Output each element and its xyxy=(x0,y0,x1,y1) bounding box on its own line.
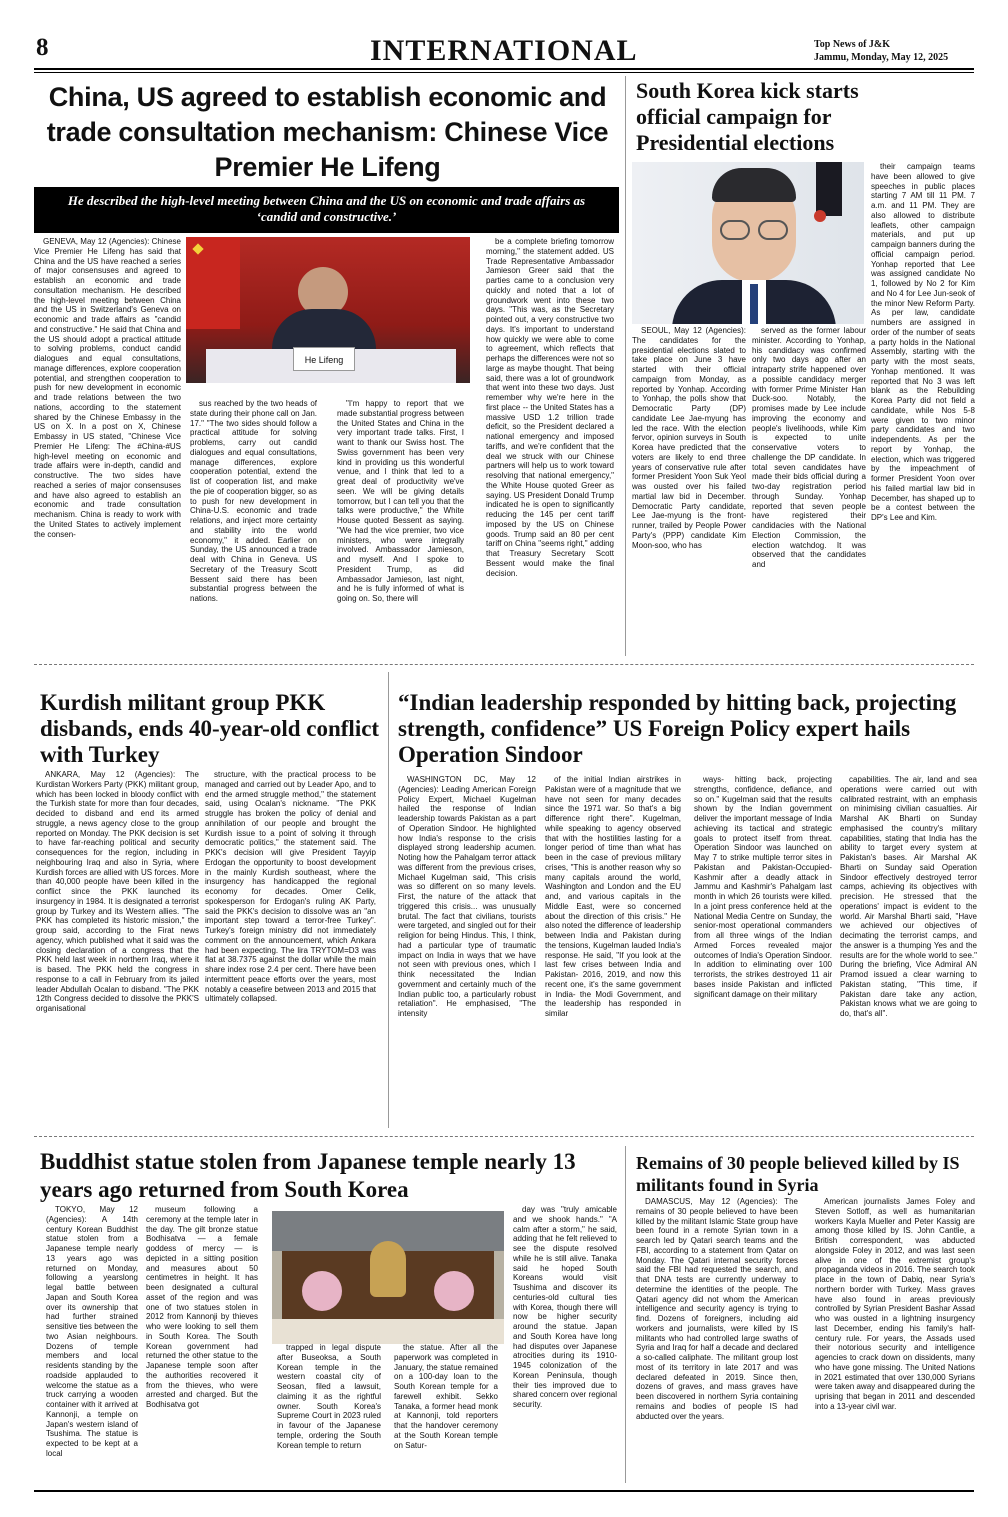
a6-col-1: DAMASCUS, May 12 (Agencies): The remains of 30 people believed to have been killed by the militant Islamic State group have been found in a remote Syrian town in a search led by Qatari search teams and the FBI, according to a statement from Qatar on Monday. The Qatari internal security forces said the FBI had requested the search, and that DNA tests are currently underway to determine the identities of the people. The Qatari agency did not whom the American intelligence and security agency is trying to find. Dozens of foreigners, including aid workers and journalists, were killed by IS militants who had controlled large swaths of Syria and Iraq for half a decade and declared a so-called caliphate. The militant group lost most of its territory in late 2017 and was declared defeated in 2019. Since then, dozens of graves, and mass graves have been discovered in northern Syria containing remains and bodies of people IS had abducted over the years. xyxy=(636,1197,798,1421)
a1-col-3: "I'm happy to report that we made substantial progress between the United States and China in the very important trade talks. First, I want to thank our Swiss host. The Swiss government has been very kind in providing us this wonderful venue, and I think that led to a great deal of productivity we've seen. We will be giving details tomorrow, but I can tell you that the talks were productive," the White House quoted Bessent as saying. "We had the vice premier, two vice ministers, who were integrally involved. Ambassador Jamieson, and myself. And I spoke to President Trump, as did Ambassador Jamieson, last night, and he is fully informed of what is going on. So, there will xyxy=(337,399,464,603)
a1-deck: He described the high-level meeting between China and the US on economic and trade affairs as ‘candid and constructive.’ xyxy=(34,187,619,233)
a4-headline: “Indian leadership responded by hitting back, projecting strength, confidence” US Foreign Policy expert hails Operation Sindoor xyxy=(398,690,957,767)
a1-headline: China, US agreed to establish economic and trade consultation mechanism: Chinese Vice Premier He Lifeng xyxy=(46,82,609,182)
column-rule xyxy=(625,76,626,656)
a1-photo-he-lifeng xyxy=(186,237,470,383)
a6-col-2: American journalists James Foley and Steven Sotloff, as well as humanitarian workers Kayla Mueller and Peter Kassig are among those killed by IS. John Cantlie, a British correspondent, was abducted alongside Foley in 2012, and was last seen alive in one of the extremist group's propaganda videos in 2016. The search took place in the town of Dabiq, near Syria's northern border with Turkey. Mass graves have also found in areas previously controlled by Syrian President Bashar Assad who was ousted in a lightning insurgency last December, ending his family's half-century rule. For years, the Assads used their notorious security and intelligence agencies to crack down on dissidents, many who have gone missing. The United Nations in 2021 estimated that over 130,000 Syrians were taken away and disappeared during the uprising that began in 2011 and descended into a 13-year civil war. xyxy=(815,1197,975,1411)
a2-photo-lee-jae-myung xyxy=(632,162,864,324)
a4-col-2: of the initial Indian airstrikes in Pakistan were of a magnitude that we have not seen for many decades since the 1971 war. So that's a big difference right there". Kugelman, while speaking to agency observed that with the hostilities lasting for a longer period of time than what has been in the case of previous military crises, "This is another reason why so many capitals around the world, Washington and London and the EU and, and various capitals in the Middle East, were so concerned about the direction of this crisis." He also noted the difference of leadership between India and Pakistan during the tensions, Kugelman lauded India's response. He said, "If you look at the last few crises between India and Pakistan- 2016, 2019, and now this recent one, it's the same government in India- the Modi Government, and the leadership has responded in similar xyxy=(545,775,681,1018)
column-rule xyxy=(625,1146,626,1483)
a2-col-1: SEOUL, May 12 (Agencies): The candidates for the presidential elections slated to take place on June 3 have started with their official campaign from Monday, as reported by Yonhap. According to Yonhap, the polls show that Democratic Party (DP) candidate Lee Jae-myung has led the race. With the election fervor, opinion surveys in South Korea have predicted that the voters are likely to end three years of conservative rule after former President Yoon Suk Yeol was ousted over his failed martial law bid in December. Democratic Party candidate, Lee Jae-myung is the front-runner, trailed by People Power Party's (PPP) candidate Kim Moon-soo, who has xyxy=(632,326,746,550)
section-divider xyxy=(34,664,974,665)
a5-col-5: day was "truly amicable and we shook hands." "A calm after a storm," he said, adding that he felt relieved to see the dispute resolved while he is still alive. Tanaka said he hoped South Koreans would visit Tsushima and discover its centuries-old cultural ties with Korea, though there will now be higher security around the statue. Japan and South Korea have long had disputes over Japanese atrocities during its 1910-1945 colonization of the Korean Peninsula, though their ties improved due to shared concern over regional security. xyxy=(513,1205,617,1409)
a3-col-1: ANKARA, May 12 (Agencies): The Kurdistan Workers Party (PKK) militant group, which has been locked in bloody conflict with the Turkish state for more than four decades, decided to disband and end its armed struggle, a news agency close to the group reported on Monday. The PKK decision is set to have far-reaching political and security consequences for the region, including in neighbouring Iraq and also in Syria, where Kurdish forces are allied with US forces. More than 40,000 people have been killed in the conflict since the PKK launched its insurgency in 1984. It is designated a terrorist group by Turkey and its Western allies. "The PKK has completed its historic mission," the group said, according to the Firat news agency, which published what it said was the closing declaration of a congress that the PKK held last week in northern Iraq, where it is based. The PKK held the congress in response to a call in February from its jailed leader Abdullah Ocalan to disband. "The PKK 12th Congress decided to dissolve the PKK'S organisational xyxy=(36,770,199,1013)
section-title: INTERNATIONAL xyxy=(370,34,638,67)
a4-col-3: ways- hitting back, projecting strengths, confidence, defiance, and so on." Kugelman said that the results shown by the Indian government deliver the important message of India achieving its tactical and strategic goals to protect itself from threat. Operation Sindoor was launched on May 7 to strike multiple terror sites in Pakistan and Pakistan-Occupied-Kashmir after a deadly attack in Jammu and Kashmir's Pahalgam last month in which 26 tourists were killed. In a joint press conference held at the National Media Centre on Sunday, the senior-most operational commanders from all three wings of the Indian Armed Forces revealed major outcomes of India's Operation Sindoor. In addition to eliminating over 100 terrorists, the strikes destroyed 11 air bases inside Pakistan and inflicted significant damage on their military xyxy=(694,775,832,999)
a5-headline: Buddhist statue stolen from Japanese temple nearly 13 years ago returned from South Korea xyxy=(40,1149,576,1202)
a2-headline: South Korea kick starts official campaign for Presidential elections xyxy=(636,78,859,155)
masthead-rule-thin xyxy=(34,72,974,73)
a5-col-2: museum following a ceremony at the temple later in the day. The gilt bronze statue Bodhisatva — a female goddess of mercy — is depicted in a sitting position and measures about 50 centimetres in height. It has been designated a cultural asset of the region and was one of two statues stolen in 2012 from Kannonji by thieves who were looking to sell them in South Korea. The South Korean government had returned the other statue to the Japanese temple soon after the authorities recovered it from the thieves, who were arrested and charged. But the Bodhisatva got xyxy=(146,1205,258,1409)
a5-col-1: TOKYO, May 12 (Agencies): A 14th century Korean Buddhist statue stolen from a Japanese temple nearly 13 years ago was returned on Monday, following a yearslong legal battle between Japan and South Korea over its ownership that had further strained sensitive ties between the two Asian neighbours. Dozens of temple members and local residents standing by the roadside applauded to welcome the statue as a truck carrying a wooden container with it arrived at Kannonji, a temple on Japan's western island of Tsushima. The statue is expected to be kept at a local xyxy=(46,1205,138,1458)
a1-nameplate: He Lifeng xyxy=(293,347,355,371)
a1-col-4: be a complete briefing tomorrow morning," the statement added. US Trade Representative Ambassador Jamieson Greer said that the parties came to a conclusion very quickly and noted that a lot of groundwork went into these two days. "This was, as the Secretary pointed out, a very constructive two days. It's important to understand how quickly we were able to come to agreement, which reflects that perhaps the differences were not so large as maybe thought. That being said, there was a lot of groundwork that went into these two days. Just remember why we're here in the first place -- the United States has a massive USD 1.2 trillion trade deficit, so the President declared a national emergency and imposed tariffs, and we're confident that the deal we struck with our Chinese partners will help us to work toward resolving that national emergency," the White House quoted Greer as saying. US President Donald Trump indicated he is open to significantly reducing the 145 per cent tariff imposed by the US on Chinese goods. Trump said an 80 per cent tariff on China "seems right," adding that Treasury Secretary Scott Bessent would make the final decision. xyxy=(486,237,614,578)
section-divider xyxy=(34,1136,974,1137)
column-rule xyxy=(388,672,389,1128)
a5-photo-statue xyxy=(272,1211,504,1344)
masthead-rule xyxy=(34,68,974,70)
a1-col-2: sus reached by the two heads of state during their phone call on Jan. 17." "The two sides should follow a practical attitude for solving problems, carry out candid dialogues and equal consultations, manage differences, explore cooperation potential, extend the list of cooperation list, and make the pie of cooperation bigger, so as to push for new development in China-U.S. economic and trade relations, and inject more certainty and stability into the world economy," it added. Earlier on Sunday, the US announced a trade deal with China in Geneva. US Secretary of the Treasury Scott Bessent said there has been substantial progress between the nations. xyxy=(190,399,317,603)
page-number: 8 xyxy=(36,34,49,61)
a5-col-3: trapped in legal dispute after Buseoksa, a South Korean temple in the western coastal city of Seosan, filed a lawsuit, claiming it as the rightful owner. South Korea's Supreme Court in 2023 ruled in favour of the Japanese temple, ordering the South Korean temple to return xyxy=(277,1343,381,1450)
a5-col-4: the statue. After all the paperwork was completed in January, the statue remained on a 100-day loan to the South Korean temple for a farewell exhibit. Sekko Tanaka, a former head monk at Kannonji, told reporters that the handover ceremony at the South Korean temple on Satur- xyxy=(394,1343,498,1450)
a3-headline: Kurdish militant group PKK disbands, ends 40-year-old conflict with Turkey xyxy=(40,690,380,767)
a6-headline: Remains of 30 people believed killed by IS militants found in Syria xyxy=(636,1153,960,1195)
footer-rule xyxy=(34,1490,974,1492)
a4-col-1: WASHINGTON DC, May 12 (Agencies): Leading American Foreign Policy Expert, Michael Kugelman hailed the response of Indian leadership towards Pakistan as a part of Operation Sindoor. He highlighted how India's response to the crisis displayed strong leadership acumen. Noting how the Pahalgam terror attack was different from the previous crises, Michael Kugelman said, 'This crisis was so different on so many levels. First, the nature of the attack that triggered this crisis... was unusually brutal. The fact that civilians, tourists were targeted, and singled out for their religion for being Hindus. This, I think, had a particular type of traumatic impact on India in ways that we have not seen with previous ones, which I think necessitated the Indian government and certainly much of the Indian public too, a particularly robust retaliation". He emphasised, "The intensity xyxy=(398,775,536,1018)
a2-col-2: served as the former labour minister. According to Yonhap, his candidacy was confirmed only two days ago after an intraparty strife happened over a possible candidacy merger with former Prime Minister Han Duck-soo. Notably, the promises made by Lee include improving the economy and people's livelihoods, while Kim is expected to unite conservative voters to challenge the DP candidate. In total seven candidates have made their bids official during a two-day registration period through Sunday. Yonhap reported that seven people have registered their candidacies with the National Election Commission, the election watchdog. It was observed that the candidates and xyxy=(752,326,866,569)
a4-col-4: capabilities. The air, land and sea operations were carried out with calibrated restraint, with an emphasis on minimising civilian casualties. Air Marshal AK Bharti on Sunday emphasised the country's military capabilities, stating that India has the ability to target every system at Pakistan's bases. Air Marshal AK Bharti on Sunday said Operation Sindoor effectively destroyed terror camps, achieving its objectives with precision. He stressed that the operations' impact is evident to the world. Air Marshal Bharti said, "Have we achieved our objectives of decimating the terrorist camps, and the answer is a thumping Yes and the results are for the whole world to see." During the briefing, Vice Admiral AN Pramod issued a clear warning to Pakistan stating, "This time, if Pakistan dare take any action, Pakistan knows what we are going to do, that's all". xyxy=(840,775,977,1018)
a1-col-1: GENEVA, May 12 (Agencies): Chinese Vice Premier He Lifeng has said that China and the US have reached a series of major consensuses and agreed to establish an economic and trade consultation mechanism. He described the high-level meeting between China and the US in Switzerland's Geneva on economic and trade affairs as "candid and constructive." He said that China and the US should adopt a practical attitude to solving problems, conduct candid dialogues and equal consultations, manage differences, explore cooperation potential, and strengthen cooperation to push for new development in economic and trade relations between the two nations, according to the statement shared by the Chinese Embassy in the US on X. In a post on X, Chinese Embassy in US stated, "Chinese Vice Premier He Lifeng: The #China-#US high-level meeting on economic and trade affairs were in-depth, candid and constructive. The two sides have reached a series of major consensuses and have also agreed to establish an economic and trade consultation mechanism. China is ready to work with the United States to actively implement the consen- xyxy=(34,237,181,539)
a2-col-3: their campaign teams have been allowed to give speeches in public places starting 7 AM till 11 PM. 7 a.m. and 11 PM. They are also allowed to distribute leaflets, other campaign materials, and put up campaign banners during the official campaign period. Yonhap reported that Lee was assigned candidate No 1, followed by No 2 for Kim and No 4 for Lee Jun-seok of the minor New Reform Party. As per law, candidate numbers are assigned in order of the number of seats a party holds in the National Assembly, starting with the party with the most seats, Yonhap mentioned. It was reported that No 3 was left blank as the Rebuilding Korea Party did not field a candidate, while Nos 5-8 were given to two minor party candidates and two independents. As per the report by Yonhap, the election, which was triggered by the impeachment of former President Yoon over his failed martial law bid in December, has shaped up to be a contest between the DP's Lee and Kim. xyxy=(871,162,975,522)
a3-col-2: structure, with the practical process to be managed and carried out by Leader Apo, and to end the armed struggle method," the statement said, using Ocalan's nickname. "The PKK struggle has broken the policy of denial and annihilation of our people and brought the Kurdish issue to a point of solving it through democratic politics," the statement said. The PKK's decision will give President Tayyip Erdogan the opportunity to boost development in the mainly Kurdish southeast, where the insurgency has handicapped the regional economy for decades. Omer Celik, spokesperson for Erdogan's ruling AK Party, said the PKK's decision to dissolve was an "an important step toward a terror-free Turkey". Turkey's foreign ministry did not immediately comment on the announcement, which Ankara had been expecting. The lira TRYTOM=D3 was flat at 38.7375 against the dollar while the main share index rose 2.4 per cent. There have been intermittent peace efforts over the years, most notably a ceasefire between 2013 and 2015 that ultimately collapsed. xyxy=(205,770,376,1004)
masthead-meta xyxy=(814,38,948,64)
paper-name: Top News of J&K xyxy=(814,39,891,50)
dateline: Jammu, Monday, May 12, 2025 xyxy=(814,52,949,63)
